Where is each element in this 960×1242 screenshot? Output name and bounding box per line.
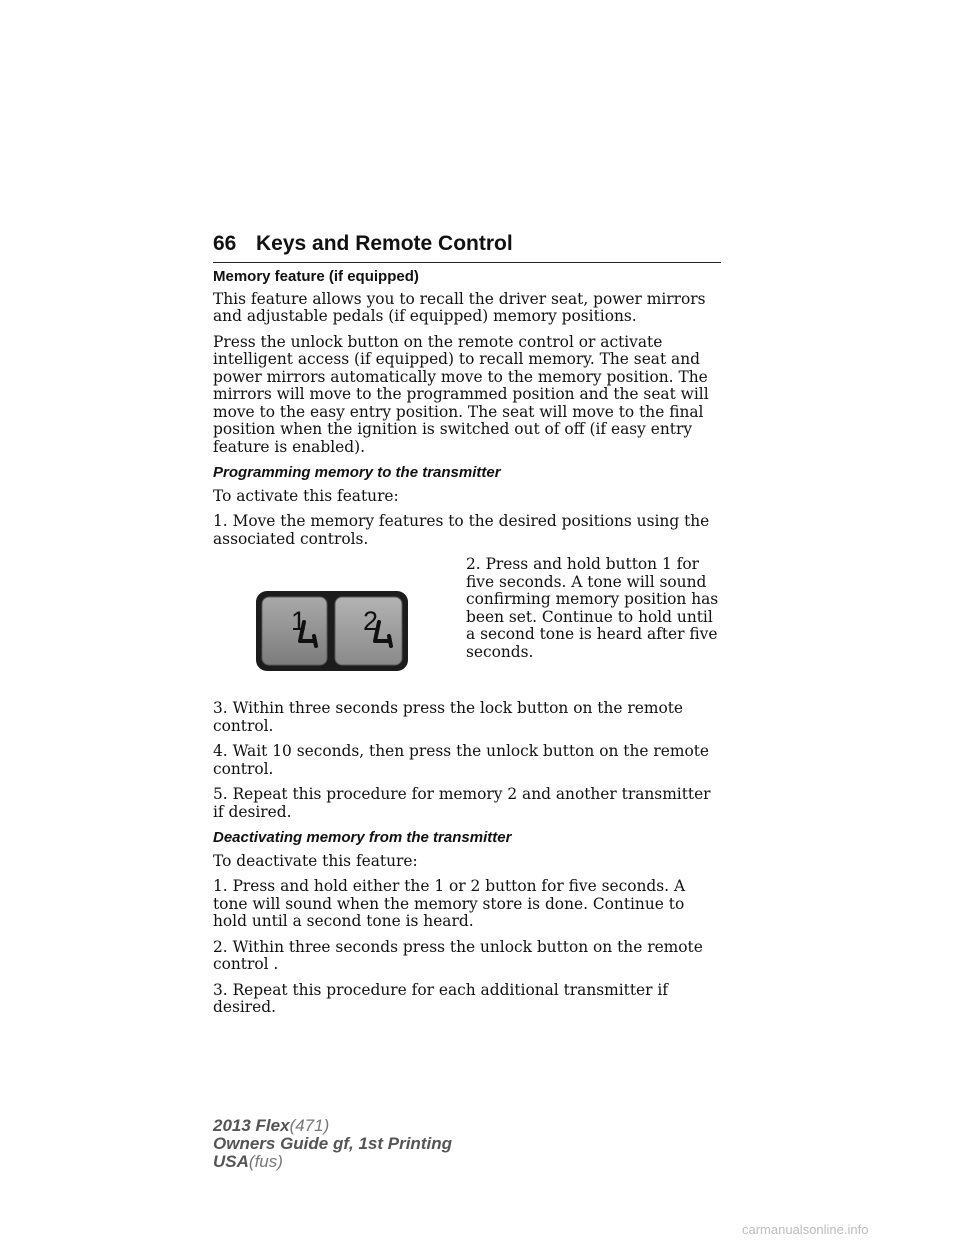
page-header	[213, 232, 721, 263]
programming-step-2: 2. Press and hold button 1 for five seconds. A tone will sound confirming memory position has been set. Continue to hold until a second tone is heard after five seconds.	[466, 555, 719, 661]
memory-buttons-figure	[255, 590, 409, 677]
programming-heading: Programming memory to the transmitter	[213, 464, 501, 481]
page-number: 66	[213, 232, 237, 255]
programming-step-3: 3. Within three seconds press the lock button on the remote control.	[213, 699, 684, 735]
memory-button-2-label: 2	[363, 606, 379, 636]
memory-buttons-illustration	[255, 590, 409, 672]
footer-line-3	[213, 1153, 452, 1171]
deactivating-step-2: 2. Within three seconds press the unlock button on the remote control .	[213, 937, 703, 973]
watermark: carmanualsonline.info	[742, 1222, 869, 1237]
footer-market-code: (fus)	[248, 1152, 283, 1171]
step-2-with-figure	[213, 556, 721, 694]
programming-step-4: 4. Wait 10 seconds, then press the unlock button on the remote control.	[213, 742, 710, 778]
paragraph: This feature allows you to recall the driver seat, power mirrors and adjustable pedals (if equipped) memory positions.	[213, 289, 706, 325]
deactivating-step-1: 1. Press and hold either the 1 or 2 button for five seconds. A tone will sound when the memory store is done. Continue to hold until a second tone is heard.	[213, 877, 686, 930]
programming-step-1: 1. Move the memory features to the desired positions using the associated controls.	[213, 512, 710, 548]
section-title: Memory feature (if equipped)	[213, 268, 419, 285]
footer-code: (471)	[289, 1116, 330, 1135]
deactivating-heading: Deactivating memory from the transmitter	[213, 829, 512, 846]
footer-line-1	[213, 1117, 452, 1135]
chapter-title: Keys and Remote Control	[256, 232, 513, 255]
paragraph: Press the unlock button on the remote control or activate intelligent access (if equipped) to recall memory. The seat and power mirrors automatically move to the memory position. The mirrors will move to the programmed position and the seat will move to the easy entry position. The seat will move to the final position when the ignition is switched out of off (if easy entry feature is enabled).	[213, 332, 709, 456]
print-footer	[213, 1117, 452, 1171]
footer-market: USA	[213, 1152, 249, 1171]
memory-button-1-label: 1	[291, 606, 307, 636]
programming-intro: To activate this feature:	[213, 486, 399, 505]
deactivating-intro: To deactivate this feature:	[213, 851, 418, 870]
programming-step-5: 5. Repeat this procedure for memory 2 and another transmitter if desired.	[213, 785, 711, 821]
page-content	[213, 268, 721, 1025]
deactivating-step-3: 3. Repeat this procedure for each additional transmitter if desired.	[213, 980, 669, 1016]
footer-line-2: Owners Guide gf, 1st Printing	[213, 1134, 452, 1153]
footer-model: 2013 Flex	[213, 1116, 290, 1135]
